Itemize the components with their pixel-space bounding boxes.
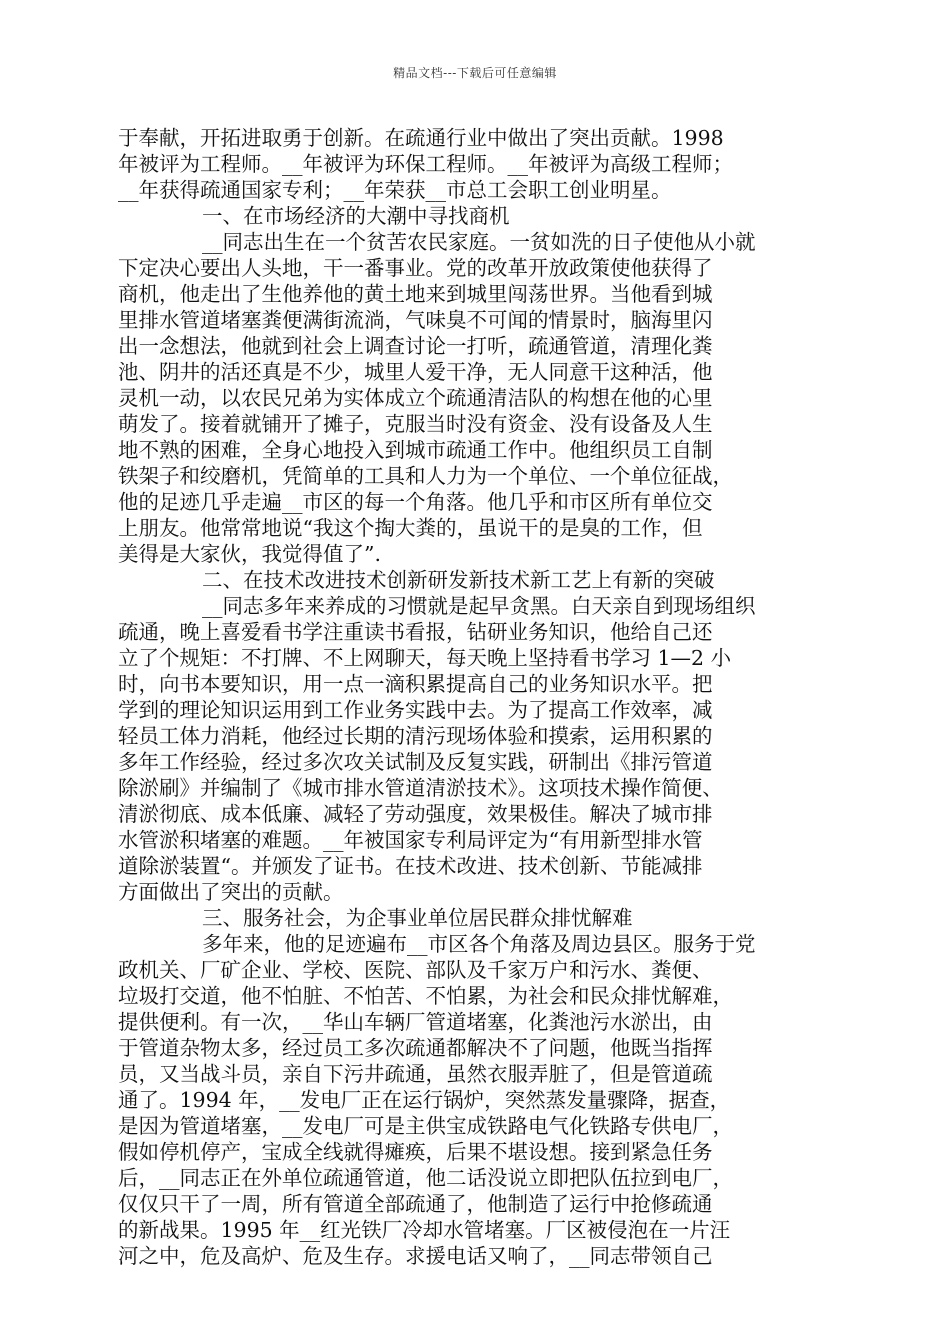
text-line: 于奉献，开拓进取勇于创新。在疏通行业中做出了突出贡献。1998 (118, 126, 724, 150)
text-line: 铁架子和绞磨机，凭简单的工具和人力为一个单位、一个单位征战， (118, 464, 733, 488)
text-line: 政机关、厂矿企业、学校、医院、部队及千家万户和污水、粪便、 (118, 958, 713, 982)
text-line: 通了。1994 年，__发电厂正在运行锅炉，突然蒸发量骤降，据查， (118, 1088, 731, 1112)
text-line: 年被评为工程师。__年被评为环保工程师。__年被评为高级工程师； (118, 152, 733, 176)
text-line: 提供便利。有一次，__华山车辆厂管道堵塞，化粪池污水淤出，由 (118, 1010, 713, 1034)
text-line: 垃圾打交道，他不怕脏、不怕苦、不怕累，为社会和民众排忧解难， (118, 984, 733, 1008)
page-header: 精品文档---下载后可任意编辑 (393, 66, 557, 80)
text-line: __同志多年来养成的习惯就是起早贪黑。白天亲自到现场组织 (202, 594, 756, 618)
text-line: 美得是大家伙，我觉得值了”. (118, 542, 381, 566)
text-line: 地不熟的困难，全身心地投入到城市疏通工作中。他组织员工自制 (118, 438, 713, 462)
text-line: 假如停机停产，宝成全线就得瘫痪，后果不堪设想。接到紧急任务 (118, 1140, 713, 1164)
text-line: __年获得疏通国家专利；__年荣获__市总工会职工创业明星。 (118, 178, 672, 202)
text-line: 是因为管道堵塞，__发电厂可是主供宝成铁路电气化铁路专供电厂， (118, 1114, 733, 1138)
text-line: 多年来，他的足迹遍布__市区各个角落及周边县区。服务于党 (202, 932, 756, 956)
text-line: 水管淤积堵塞的难题。__年被国家专利局评定为“有用新型排水管 (118, 828, 703, 852)
text-line: 多年工作经验，经过多次攻关试制及反复实践，研制出《排污管道 (118, 750, 713, 774)
text-line: 疏通，晚上喜爱看书学注重读书看报，钻研业务知识，他给自己还 (118, 620, 713, 644)
text-line: 清淤彻底、成本低廉、减轻了劳动强度，效果极佳。解决了城市排 (118, 802, 713, 826)
text-line: 时，向书本要知识，用一点一滴积累提高自己的业务知识水平。把 (118, 672, 713, 696)
text-line: 池、阴井的活还真是不少，城里人爱干净，无人同意干这种活，他 (118, 360, 713, 384)
text-line: 河之中，危及高炉、危及生存。求援电话又响了，__同志带领自己 (118, 1244, 713, 1268)
text-line: 下定决心要出人头地，干一番事业。党的改革开放政策使他获得了 (118, 256, 713, 280)
text-line: 于管道杂物太多，经过员工多次疏通都解决不了问题，他既当指挥 (118, 1036, 713, 1060)
text-line: 出一念想法，他就到社会上调查讨论一打听，疏通管道，清理化粪 (118, 334, 713, 358)
text-line: 员，又当战斗员，亲自下污井疏通，虽然衣服弄脏了，但是管道疏 (118, 1062, 713, 1086)
text-line: 道除淤装置“。并颁发了证书。在技术改进、技术创新、节能减排 (118, 854, 703, 878)
text-line: 灵机一动，以农民兄弟为实体成立个疏通清洁队的构想在他的心里 (118, 386, 713, 410)
text-line: 的新战果。1995 年__红光铁厂冷却水管堵塞。厂区被侵泡在一片汪 (118, 1218, 731, 1242)
text-line: 里排水管道堵塞粪便满街流淌，气味臭不可闻的情景时，脑海里闪 (118, 308, 713, 332)
text-line: 立了个规矩：不打牌、不上网聊天，每天晚上坚持看书学习 1—2 小 (118, 646, 732, 670)
document-body (118, 125, 833, 1269)
section-heading: 二、在技术改进技术创新研发新技术新工艺上有新的突破 (202, 568, 715, 592)
section-heading: 三、服务社会，为企事业单位居民群众排忧解难 (202, 906, 633, 930)
text-line: 上朋友。他常常地说“我这个掏大粪的，虽说干的是臭的工作，但 (118, 516, 703, 540)
text-line: 方面做出了突出的贡献。 (118, 880, 344, 904)
text-line: 后，__同志正在外单位疏通管道，他二话没说立即把队伍拉到电厂， (118, 1166, 733, 1190)
text-line: 除淤刷》并编制了《城市排水管道清淤技术》。这项技术操作简便、 (118, 776, 723, 800)
text-line: __同志出生在一个贫苦农民家庭。一贫如洗的日子使他从小就 (202, 230, 756, 254)
text-line: 他的足迹几乎走遍__市区的每一个角落。他几乎和市区所有单位交 (118, 490, 713, 514)
text-line: 学到的理论知识运用到工作业务实践中去。为了提高工作效率，减 (118, 698, 713, 722)
text-line: 轻员工体力消耗，他经过长期的清污现场体验和摸索，运用积累的 (118, 724, 713, 748)
text-line: 商机，他走出了生他养他的黄土地来到城里闯荡世界。当他看到城 (118, 282, 713, 306)
section-heading: 一、在市场经济的大潮中寻找商机 (202, 204, 510, 228)
text-line: 萌发了。接着就铺开了摊子，克服当时没有资金、没有设备及人生 (118, 412, 713, 436)
text-line: 仅仅只干了一周，所有管道全部疏通了，他制造了运行中抢修疏通 (118, 1192, 713, 1216)
